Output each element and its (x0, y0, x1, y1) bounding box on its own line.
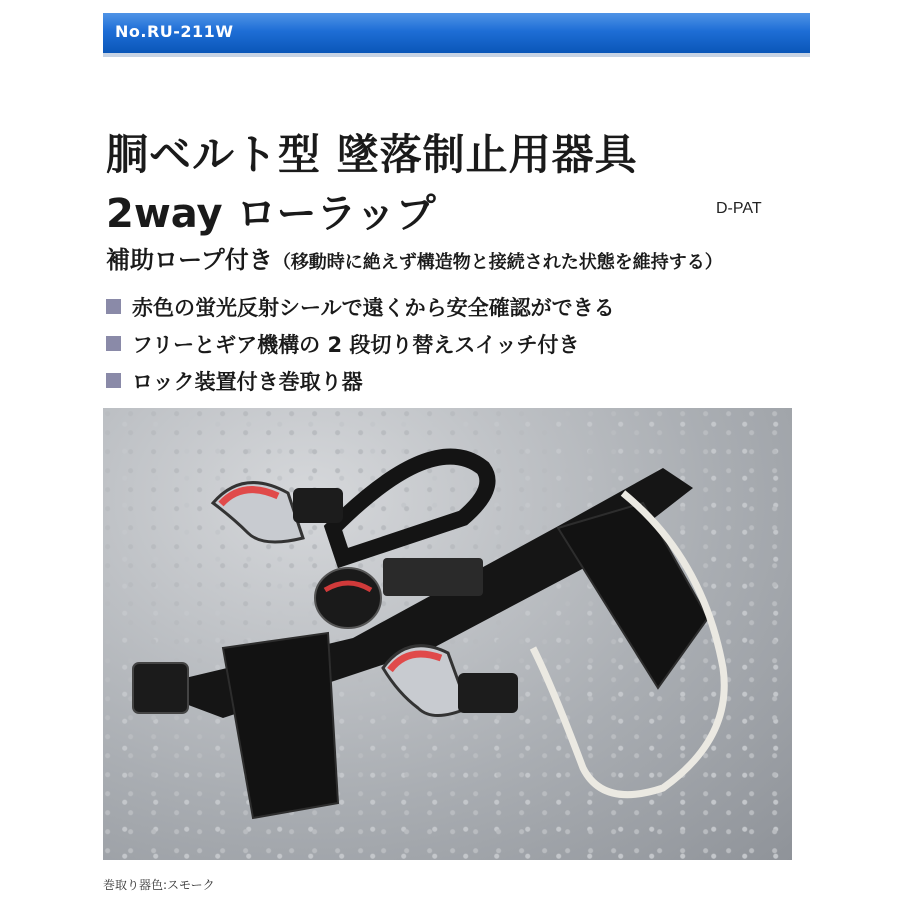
feature-item: ロック装置付き巻取り器 (106, 362, 615, 399)
header-bar (103, 13, 810, 57)
product-photo (103, 408, 792, 860)
bullet-square-icon (106, 336, 121, 351)
auxiliary-rope-label: 補助ロープ付き (106, 246, 273, 274)
product-subtitle: 2way ローラップ (106, 191, 436, 237)
auxiliary-rope-note: （移動時に絶えず構造物と接続された状態を維持する） (272, 252, 723, 273)
right-pouch (558, 503, 708, 688)
feature-item: フリーとギア機構の 2 段切り替えスイッチ付き (106, 325, 615, 362)
bottom-hook-icon (383, 646, 518, 716)
bullet-square-icon (106, 373, 121, 388)
bullet-square-icon (106, 299, 121, 314)
feature-list (106, 288, 615, 399)
lanyard-strap (333, 457, 488, 558)
harness-illustration (103, 408, 792, 860)
product-code: No.RU-211W (115, 22, 234, 41)
product-title: 胴ベルト型 墜落制止用器具 (106, 130, 638, 179)
auxiliary-rope-heading (106, 240, 723, 275)
buckle-icon (133, 663, 188, 713)
photo-caption: 巻取り器色:スモーク (103, 878, 215, 892)
feature-item: 赤色の蛍光反射シールで遠くから安全確認ができる (106, 288, 615, 325)
top-hook-icon (213, 483, 343, 542)
left-pouch (223, 633, 338, 818)
model-code: D-PAT (716, 200, 762, 217)
